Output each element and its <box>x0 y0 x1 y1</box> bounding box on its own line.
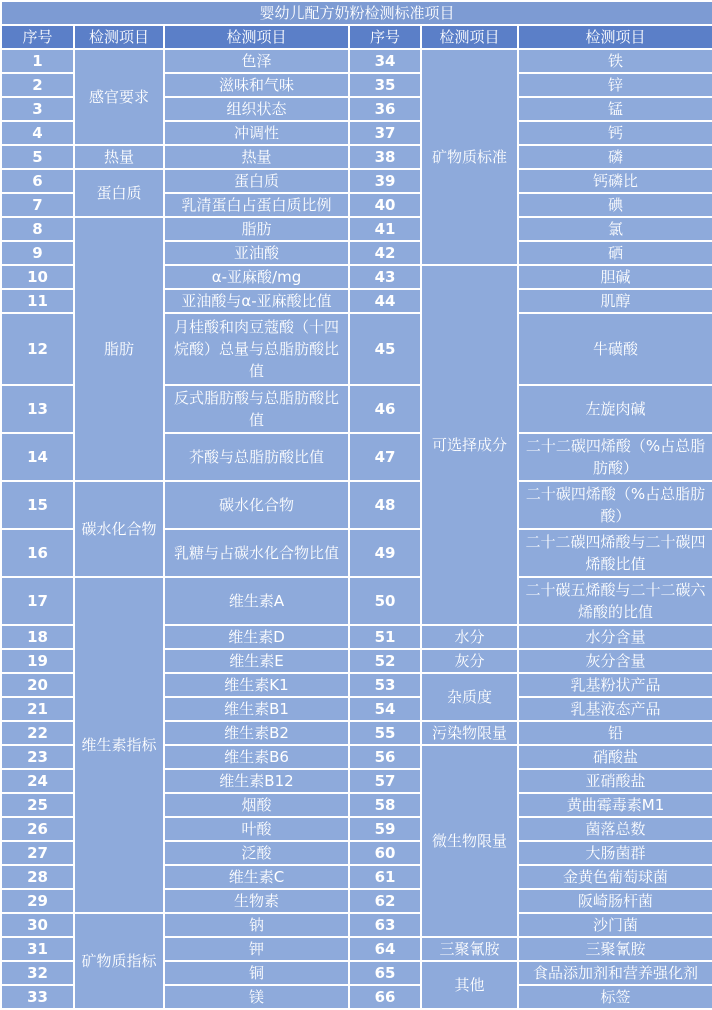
row-number: 48 <box>349 481 421 529</box>
item-cell: 镁 <box>164 985 349 1009</box>
item-cell: 二十碳四烯酸（%占总脂肪酸） <box>518 481 712 529</box>
category-cell: 蛋白质 <box>74 169 164 217</box>
item-cell: 灰分含量 <box>518 649 712 673</box>
item-cell: 亚油酸 <box>164 241 349 265</box>
item-cell: 钠 <box>164 913 349 937</box>
row-number: 5 <box>1 145 74 169</box>
item-cell: 维生素B6 <box>164 745 349 769</box>
item-cell: 钙磷比 <box>518 169 712 193</box>
category-cell: 水分 <box>421 625 518 649</box>
row-number: 7 <box>1 193 74 217</box>
item-cell: 色泽 <box>164 49 349 73</box>
category-cell: 杂质度 <box>421 673 518 721</box>
category-cell: 污染物限量 <box>421 721 518 745</box>
item-cell: 生物素 <box>164 889 349 913</box>
category-cell: 热量 <box>74 145 164 169</box>
row-number: 22 <box>1 721 74 745</box>
row-number: 11 <box>1 289 74 313</box>
item-cell: 烟酸 <box>164 793 349 817</box>
item-cell: 标签 <box>518 985 712 1009</box>
item-cell: 乳基液态产品 <box>518 697 712 721</box>
category-cell: 矿物质指标 <box>74 913 164 1009</box>
row-number: 44 <box>349 289 421 313</box>
header-left-no: 序号 <box>1 25 74 49</box>
header-right-no: 序号 <box>349 25 421 49</box>
row-number: 45 <box>349 313 421 385</box>
category-cell: 微生物限量 <box>421 745 518 937</box>
item-cell: 钙 <box>518 121 712 145</box>
item-cell: 阪崎肠杆菌 <box>518 889 712 913</box>
row-number: 38 <box>349 145 421 169</box>
item-cell: 泛酸 <box>164 841 349 865</box>
table-row <box>1 217 712 241</box>
item-cell: 三聚氰胺 <box>518 937 712 961</box>
row-number: 1 <box>1 49 74 73</box>
item-cell: 锌 <box>518 73 712 97</box>
item-cell: 菌落总数 <box>518 817 712 841</box>
row-number: 33 <box>1 985 74 1009</box>
row-number: 24 <box>1 769 74 793</box>
row-number: 6 <box>1 169 74 193</box>
row-number: 54 <box>349 697 421 721</box>
item-cell: 乳清蛋白占蛋白质比例 <box>164 193 349 217</box>
row-number: 25 <box>1 793 74 817</box>
category-cell: 可选择成分 <box>421 265 518 625</box>
row-number: 34 <box>349 49 421 73</box>
item-cell: 铅 <box>518 721 712 745</box>
item-cell: 维生素D <box>164 625 349 649</box>
item-cell: 蛋白质 <box>164 169 349 193</box>
item-cell: 维生素B1 <box>164 697 349 721</box>
row-number: 27 <box>1 841 74 865</box>
row-number: 32 <box>1 961 74 985</box>
item-cell: 反式脂肪酸与总脂肪酸比值 <box>164 385 349 433</box>
row-number: 30 <box>1 913 74 937</box>
category-cell: 感官要求 <box>74 49 164 145</box>
category-cell: 碳水化合物 <box>74 481 164 577</box>
item-cell: 铜 <box>164 961 349 985</box>
item-cell: 叶酸 <box>164 817 349 841</box>
item-cell: 铁 <box>518 49 712 73</box>
row-number: 51 <box>349 625 421 649</box>
row-number: 15 <box>1 481 74 529</box>
row-number: 14 <box>1 433 74 481</box>
row-number: 28 <box>1 865 74 889</box>
row-number: 2 <box>1 73 74 97</box>
item-cell: 氯 <box>518 217 712 241</box>
row-number: 18 <box>1 625 74 649</box>
item-cell: 磷 <box>518 145 712 169</box>
item-cell: 硒 <box>518 241 712 265</box>
row-number: 39 <box>349 169 421 193</box>
item-cell: 胆碱 <box>518 265 712 289</box>
item-cell: 维生素K1 <box>164 673 349 697</box>
item-cell: 碘 <box>518 193 712 217</box>
row-number: 21 <box>1 697 74 721</box>
item-cell: 亚油酸与α-亚麻酸比值 <box>164 289 349 313</box>
table-row <box>1 913 712 937</box>
row-number: 9 <box>1 241 74 265</box>
row-number: 40 <box>349 193 421 217</box>
item-cell: 二十二碳四烯酸（%占总脂肪酸） <box>518 433 712 481</box>
row-number: 47 <box>349 433 421 481</box>
row-number: 26 <box>1 817 74 841</box>
row-number: 59 <box>349 817 421 841</box>
item-cell: 乳糖与占碳水化合物比值 <box>164 529 349 577</box>
header-left-category: 检测项目 <box>74 25 164 49</box>
header-left-item: 检测项目 <box>164 25 349 49</box>
row-number: 66 <box>349 985 421 1009</box>
row-number: 35 <box>349 73 421 97</box>
item-cell: 脂肪 <box>164 217 349 241</box>
item-cell: 肌醇 <box>518 289 712 313</box>
header-right-item: 检测项目 <box>518 25 712 49</box>
item-cell: 碳水化合物 <box>164 481 349 529</box>
row-number: 3 <box>1 97 74 121</box>
item-cell: 锰 <box>518 97 712 121</box>
header-right-category: 检测项目 <box>421 25 518 49</box>
category-cell: 维生素指标 <box>74 577 164 913</box>
item-cell: 黄曲霉毒素M1 <box>518 793 712 817</box>
row-number: 63 <box>349 913 421 937</box>
table-header-row <box>1 25 712 49</box>
row-number: 29 <box>1 889 74 913</box>
row-number: 57 <box>349 769 421 793</box>
item-cell: 冲调性 <box>164 121 349 145</box>
row-number: 49 <box>349 529 421 577</box>
row-number: 4 <box>1 121 74 145</box>
row-number: 36 <box>349 97 421 121</box>
item-cell: 食品添加剂和营养强化剂 <box>518 961 712 985</box>
category-cell: 灰分 <box>421 649 518 673</box>
table-row <box>1 481 712 529</box>
item-cell: 芥酸与总脂肪酸比值 <box>164 433 349 481</box>
item-cell: 左旋肉碱 <box>518 385 712 433</box>
item-cell: 钾 <box>164 937 349 961</box>
row-number: 60 <box>349 841 421 865</box>
item-cell: 大肠菌群 <box>518 841 712 865</box>
row-number: 52 <box>349 649 421 673</box>
item-cell: 维生素B2 <box>164 721 349 745</box>
row-number: 58 <box>349 793 421 817</box>
row-number: 37 <box>349 121 421 145</box>
row-number: 10 <box>1 265 74 289</box>
row-number: 20 <box>1 673 74 697</box>
table-title-row <box>1 1 712 25</box>
item-cell: 维生素B12 <box>164 769 349 793</box>
row-number: 31 <box>1 937 74 961</box>
row-number: 12 <box>1 313 74 385</box>
row-number: 56 <box>349 745 421 769</box>
row-number: 46 <box>349 385 421 433</box>
row-number: 43 <box>349 265 421 289</box>
item-cell: 二十二碳四烯酸与二十碳四烯酸比值 <box>518 529 712 577</box>
row-number: 16 <box>1 529 74 577</box>
row-number: 23 <box>1 745 74 769</box>
item-cell: 二十碳五烯酸与二十二碳六烯酸的比值 <box>518 577 712 625</box>
row-number: 19 <box>1 649 74 673</box>
item-cell: 滋味和气味 <box>164 73 349 97</box>
category-cell: 三聚氰胺 <box>421 937 518 961</box>
item-cell: 水分含量 <box>518 625 712 649</box>
row-number: 41 <box>349 217 421 241</box>
item-cell: 维生素C <box>164 865 349 889</box>
row-number: 65 <box>349 961 421 985</box>
item-cell: 月桂酸和肉豆蔻酸（十四烷酸）总量与总脂肪酸比值 <box>164 313 349 385</box>
item-cell: 亚硝酸盐 <box>518 769 712 793</box>
category-cell: 脂肪 <box>74 217 164 481</box>
category-cell: 矿物质标准 <box>421 49 518 265</box>
table-row <box>1 169 712 193</box>
item-cell: 牛磺酸 <box>518 313 712 385</box>
item-cell: 组织状态 <box>164 97 349 121</box>
row-number: 64 <box>349 937 421 961</box>
row-number: 62 <box>349 889 421 913</box>
row-number: 42 <box>349 241 421 265</box>
row-number: 13 <box>1 385 74 433</box>
item-cell: 乳基粉状产品 <box>518 673 712 697</box>
row-number: 17 <box>1 577 74 625</box>
item-cell: 热量 <box>164 145 349 169</box>
item-cell: 维生素E <box>164 649 349 673</box>
item-cell: 硝酸盐 <box>518 745 712 769</box>
item-cell: 沙门菌 <box>518 913 712 937</box>
item-cell: α-亚麻酸/mg <box>164 265 349 289</box>
item-cell: 金黄色葡萄球菌 <box>518 865 712 889</box>
row-number: 50 <box>349 577 421 625</box>
row-number: 55 <box>349 721 421 745</box>
row-number: 61 <box>349 865 421 889</box>
table-body <box>1 49 712 1009</box>
category-cell: 其他 <box>421 961 518 1009</box>
table-row <box>1 577 712 625</box>
row-number: 53 <box>349 673 421 697</box>
table-row <box>1 145 712 169</box>
table-title: 婴幼儿配方奶粉检测标准项目 <box>1 1 712 25</box>
item-cell: 维生素A <box>164 577 349 625</box>
row-number: 8 <box>1 217 74 241</box>
table-row <box>1 49 712 73</box>
